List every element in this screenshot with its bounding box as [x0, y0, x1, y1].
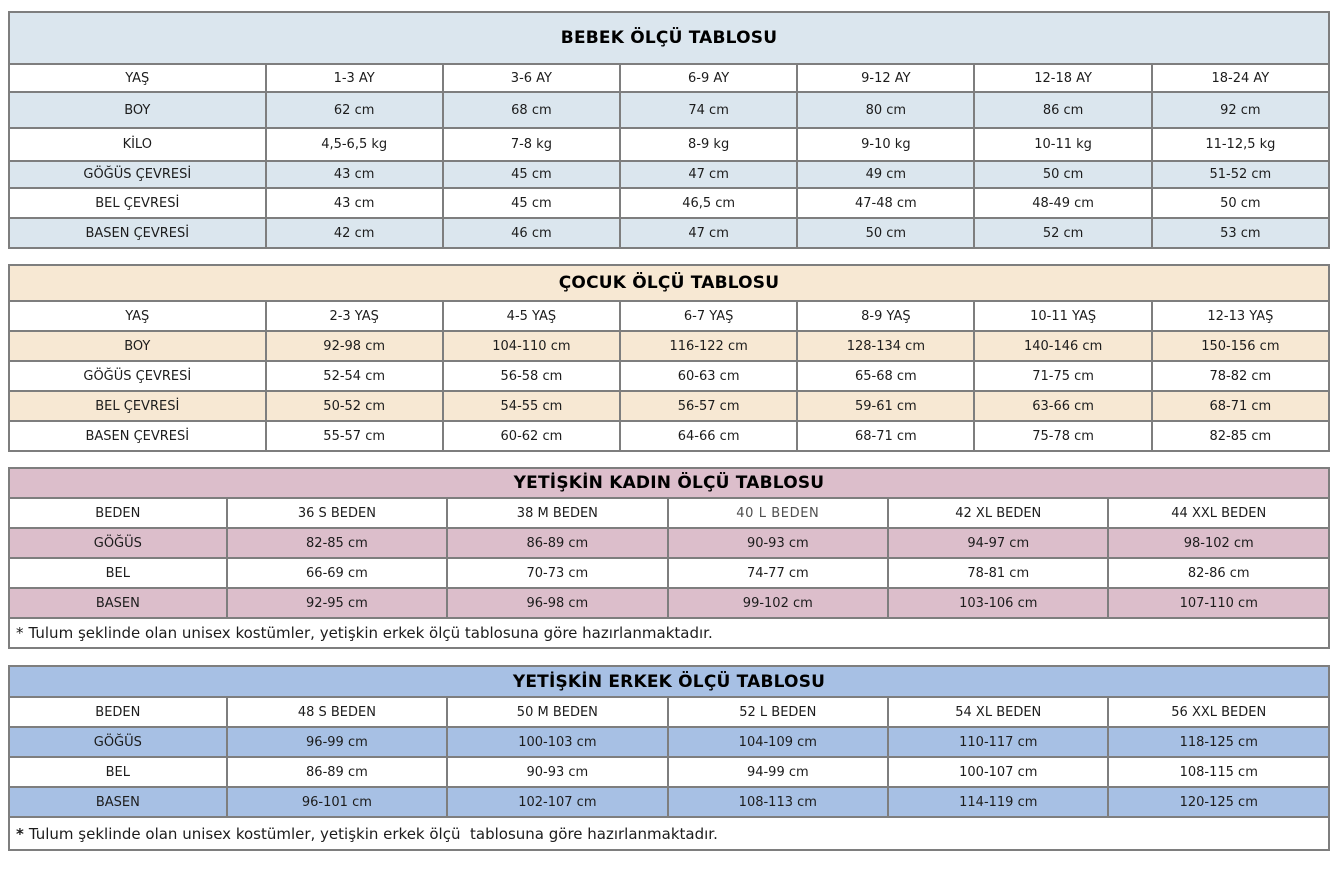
table-cell: 90-93 cm: [447, 757, 667, 787]
table-cell: 47 cm: [620, 218, 797, 248]
table-cell: 48-49 cm: [974, 188, 1151, 218]
table-row: [9, 92, 1329, 128]
note-text: Tulum şeklinde olan unisex kostümler, yetişkin erkek ölçü tablosuna göre hazırlanmaktadır.: [28, 824, 718, 843]
table-note: [9, 817, 1329, 850]
table-cell: 6-9 AY: [620, 64, 797, 92]
note-asterisk: *: [16, 624, 24, 642]
row-label: BASEN ÇEVRESİ: [9, 218, 266, 248]
table-cell: 68-71 cm: [797, 421, 974, 451]
table-title: YETİŞKİN ERKEK ÖLÇÜ TABLOSU: [9, 666, 1329, 697]
table-cell: 74 cm: [620, 92, 797, 128]
baby-size-table-title-row: [9, 12, 1329, 64]
baby-size-table: [8, 11, 1330, 249]
table-title: YETİŞKİN KADIN ÖLÇÜ TABLOSU: [9, 468, 1329, 498]
table-cell: 86-89 cm: [447, 528, 667, 558]
table-cell: 82-85 cm: [227, 528, 447, 558]
adult-men-size-table-title-row: [9, 666, 1329, 697]
table-cell: 99-102 cm: [668, 588, 888, 618]
table-cell: 56-57 cm: [620, 391, 797, 421]
table-cell: 18-24 AY: [1152, 64, 1329, 92]
table-cell: 63-66 cm: [974, 391, 1151, 421]
table-cell: 62 cm: [266, 92, 443, 128]
table-row: [9, 301, 1329, 331]
table-cell: 52 cm: [974, 218, 1151, 248]
table-cell: 47-48 cm: [797, 188, 974, 218]
table-cell: 45 cm: [443, 161, 620, 188]
table-row: [9, 528, 1329, 558]
table-row: [9, 787, 1329, 817]
table-cell: 104-109 cm: [668, 727, 888, 757]
table-cell: 120-125 cm: [1108, 787, 1329, 817]
table-cell: 49 cm: [797, 161, 974, 188]
table-cell: 59-61 cm: [797, 391, 974, 421]
table-cell: 78-82 cm: [1152, 361, 1329, 391]
table-cell: 46,5 cm: [620, 188, 797, 218]
table-cell: 60-63 cm: [620, 361, 797, 391]
table-cell: 55-57 cm: [266, 421, 443, 451]
table-cell: 43 cm: [266, 161, 443, 188]
table-title: BEBEK ÖLÇÜ TABLOSU: [9, 12, 1329, 64]
table-cell: 80 cm: [797, 92, 974, 128]
table-cell: 53 cm: [1152, 218, 1329, 248]
table-cell: 68-71 cm: [1152, 391, 1329, 421]
table-note-row: [9, 618, 1329, 648]
table-cell: 107-110 cm: [1108, 588, 1329, 618]
table-row: [9, 64, 1329, 92]
row-label: BOY: [9, 92, 266, 128]
table-row: [9, 331, 1329, 361]
table-cell: 66-69 cm: [227, 558, 447, 588]
row-label: BEDEN: [9, 697, 227, 727]
table-cell: 74-77 cm: [668, 558, 888, 588]
table-cell: 102-107 cm: [447, 787, 667, 817]
table-cell: 92-95 cm: [227, 588, 447, 618]
table-cell: 68 cm: [443, 92, 620, 128]
table-row: [9, 161, 1329, 188]
table-cell: 116-122 cm: [620, 331, 797, 361]
table-note-row: [9, 817, 1329, 850]
row-label: KİLO: [9, 128, 266, 161]
table-cell: 9-12 AY: [797, 64, 974, 92]
table-cell: 54-55 cm: [443, 391, 620, 421]
row-label: BOY: [9, 331, 266, 361]
table-cell: 100-107 cm: [888, 757, 1108, 787]
table-cell: 86 cm: [974, 92, 1151, 128]
table-cell: 108-115 cm: [1108, 757, 1329, 787]
table-cell: 60-62 cm: [443, 421, 620, 451]
row-label: BASEN: [9, 787, 227, 817]
table-note: [9, 618, 1329, 648]
table-cell: 96-99 cm: [227, 727, 447, 757]
table-row: [9, 727, 1329, 757]
table-cell: 118-125 cm: [1108, 727, 1329, 757]
table-cell: 44 XXL BEDEN: [1108, 498, 1329, 528]
table-cell: 98-102 cm: [1108, 528, 1329, 558]
row-label: BASEN: [9, 588, 227, 618]
note-asterisk: *: [16, 824, 24, 843]
table-cell: 43 cm: [266, 188, 443, 218]
table-cell: 50 cm: [974, 161, 1151, 188]
table-row: [9, 128, 1329, 161]
table-cell: 140-146 cm: [974, 331, 1151, 361]
table-row: [9, 697, 1329, 727]
child-size-table: [8, 264, 1330, 452]
table-cell: 12-18 AY: [974, 64, 1151, 92]
table-cell: 4-5 YAŞ: [443, 301, 620, 331]
table-cell: 38 M BEDEN: [447, 498, 667, 528]
table-cell: 96-101 cm: [227, 787, 447, 817]
table-row: [9, 361, 1329, 391]
table-row: [9, 757, 1329, 787]
table-cell: 1-3 AY: [266, 64, 443, 92]
row-label: GÖĞÜS ÇEVRESİ: [9, 361, 266, 391]
table-cell: 36 S BEDEN: [227, 498, 447, 528]
table-cell: 71-75 cm: [974, 361, 1151, 391]
table-row: [9, 188, 1329, 218]
table-cell: 42 cm: [266, 218, 443, 248]
table-cell: 92-98 cm: [266, 331, 443, 361]
table-cell: 128-134 cm: [797, 331, 974, 361]
table-cell: 92 cm: [1152, 92, 1329, 128]
table-cell: 50 M BEDEN: [447, 697, 667, 727]
table-cell: 8-9 YAŞ: [797, 301, 974, 331]
row-label: GÖĞÜS: [9, 528, 227, 558]
table-cell: 90-93 cm: [668, 528, 888, 558]
table-cell: 52 L BEDEN: [668, 697, 888, 727]
row-label: BASEN ÇEVRESİ: [9, 421, 266, 451]
table-cell: 46 cm: [443, 218, 620, 248]
table-cell: 9-10 kg: [797, 128, 974, 161]
table-cell: 82-86 cm: [1108, 558, 1329, 588]
table-cell: 150-156 cm: [1152, 331, 1329, 361]
table-cell: 86-89 cm: [227, 757, 447, 787]
table-cell: 6-7 YAŞ: [620, 301, 797, 331]
table-cell: 10-11 YAŞ: [974, 301, 1151, 331]
table-cell: 70-73 cm: [447, 558, 667, 588]
table-cell: 82-85 cm: [1152, 421, 1329, 451]
table-cell: 104-110 cm: [443, 331, 620, 361]
table-cell: 11-12,5 kg: [1152, 128, 1329, 161]
table-cell: 47 cm: [620, 161, 797, 188]
table-row: [9, 588, 1329, 618]
table-cell: 65-68 cm: [797, 361, 974, 391]
table-row: [9, 391, 1329, 421]
table-cell: 51-52 cm: [1152, 161, 1329, 188]
table-row: [9, 421, 1329, 451]
table-cell: 114-119 cm: [888, 787, 1108, 817]
row-label: GÖĞÜS: [9, 727, 227, 757]
table-cell: 50 cm: [1152, 188, 1329, 218]
adult-women-size-table: [8, 467, 1330, 649]
row-label: BEL ÇEVRESİ: [9, 188, 266, 218]
table-cell: 56 XXL BEDEN: [1108, 697, 1329, 727]
table-cell: 50-52 cm: [266, 391, 443, 421]
table-cell: 100-103 cm: [447, 727, 667, 757]
row-label: YAŞ: [9, 301, 266, 331]
adult-women-size-table-title-row: [9, 468, 1329, 498]
table-cell: 2-3 YAŞ: [266, 301, 443, 331]
table-cell: 108-113 cm: [668, 787, 888, 817]
table-cell: 7-8 kg: [443, 128, 620, 161]
row-label: YAŞ: [9, 64, 266, 92]
table-cell: 42 XL BEDEN: [888, 498, 1108, 528]
table-cell: 94-97 cm: [888, 528, 1108, 558]
table-cell: 103-106 cm: [888, 588, 1108, 618]
child-size-table-title-row: [9, 265, 1329, 301]
table-cell: 75-78 cm: [974, 421, 1151, 451]
table-cell: 45 cm: [443, 188, 620, 218]
table-cell: 8-9 kg: [620, 128, 797, 161]
table-row: [9, 218, 1329, 248]
table-row: [9, 558, 1329, 588]
table-cell: 110-117 cm: [888, 727, 1108, 757]
table-cell: 4,5-6,5 kg: [266, 128, 443, 161]
row-label: BEL ÇEVRESİ: [9, 391, 266, 421]
table-cell: 56-58 cm: [443, 361, 620, 391]
table-cell: 50 cm: [797, 218, 974, 248]
table-cell: 40 L BEDEN: [668, 498, 888, 528]
table-cell: 10-11 kg: [974, 128, 1151, 161]
table-row: [9, 498, 1329, 528]
adult-men-size-table: [8, 665, 1330, 851]
size-tables-page: [0, 11, 1337, 851]
row-label: GÖĞÜS ÇEVRESİ: [9, 161, 266, 188]
table-cell: 64-66 cm: [620, 421, 797, 451]
table-cell: 94-99 cm: [668, 757, 888, 787]
row-label: BEDEN: [9, 498, 227, 528]
row-label: BEL: [9, 757, 227, 787]
table-title: ÇOCUK ÖLÇÜ TABLOSU: [9, 265, 1329, 301]
table-cell: 3-6 AY: [443, 64, 620, 92]
table-cell: 48 S BEDEN: [227, 697, 447, 727]
row-label: BEL: [9, 558, 227, 588]
table-cell: 54 XL BEDEN: [888, 697, 1108, 727]
table-cell: 96-98 cm: [447, 588, 667, 618]
table-cell: 78-81 cm: [888, 558, 1108, 588]
note-text: Tulum şeklinde olan unisex kostümler, yetişkin erkek ölçü tablosuna göre hazırlanmaktadır.: [28, 624, 713, 642]
table-cell: 12-13 YAŞ: [1152, 301, 1329, 331]
table-cell: 52-54 cm: [266, 361, 443, 391]
